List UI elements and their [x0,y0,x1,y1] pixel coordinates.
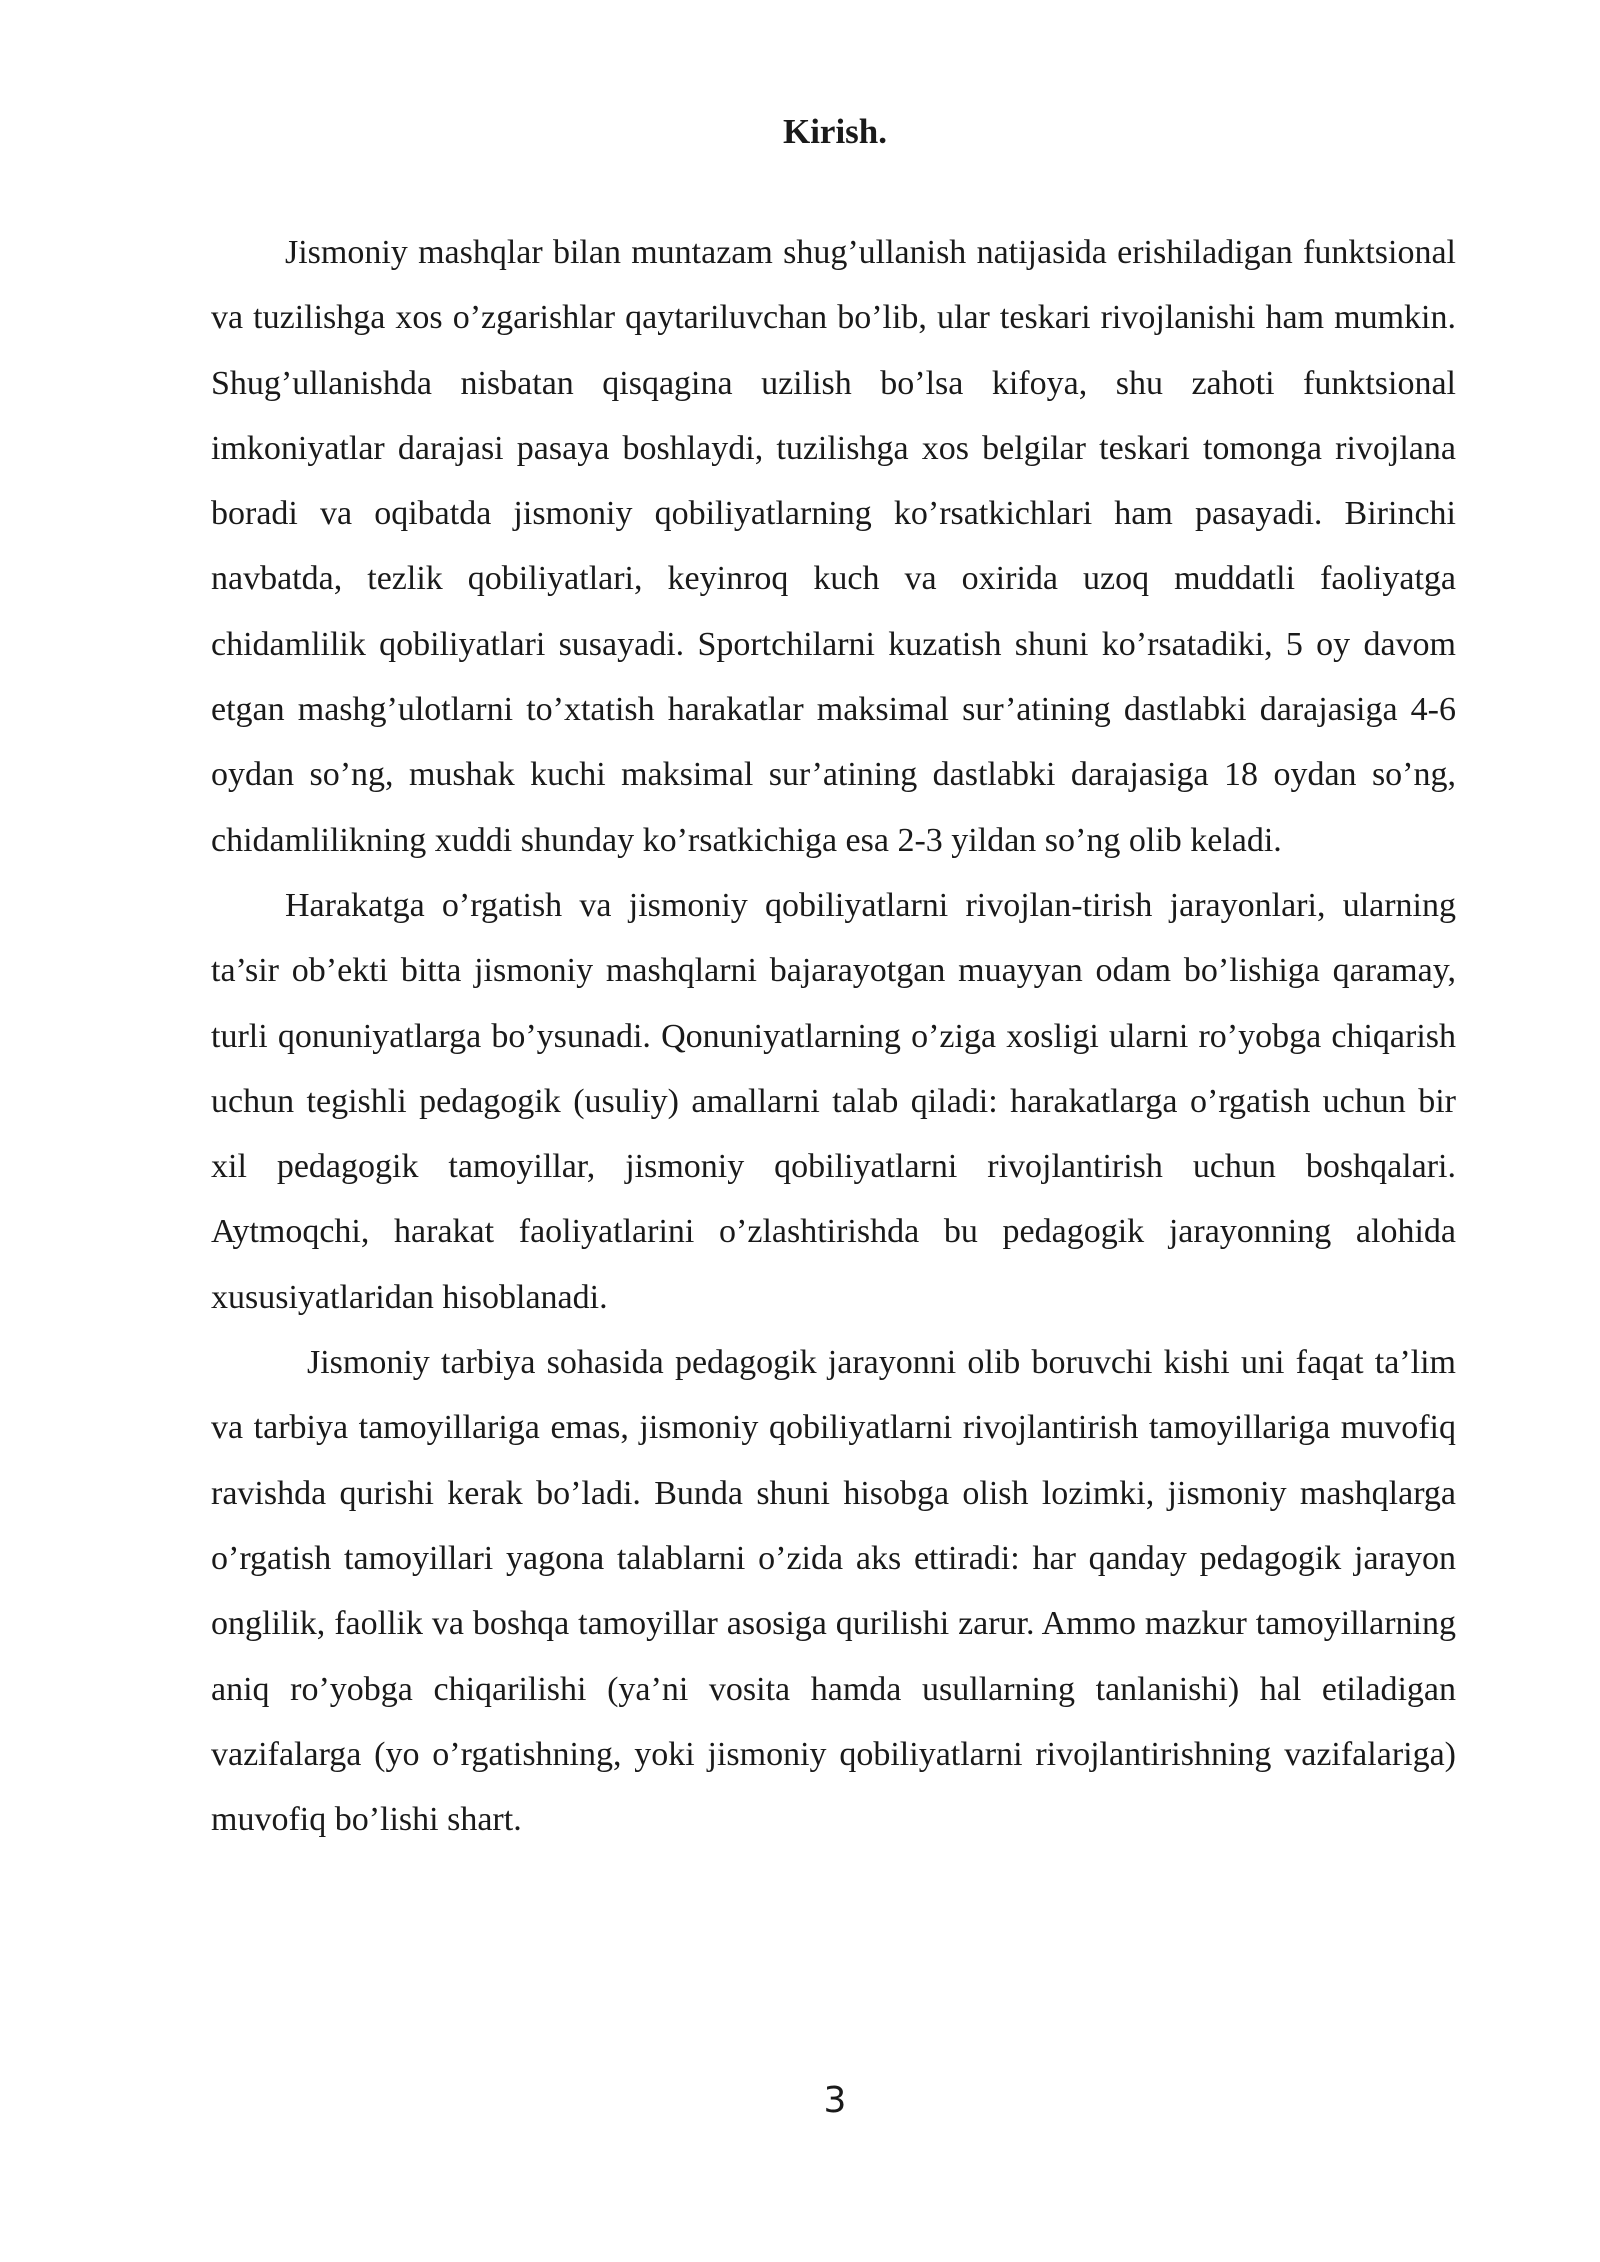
document-body [211,220,1456,1852]
paragraph-1: Jismoniy mashqlar bilan muntazam shug’ullanish natijasida erishiladigan funktsional va tuzilishga xos o’zgarishlar qaytariluvchan bo’lib, ular teskari rivojlanishi ham mumkin. Shug’ullanishda nisbatan qisqagina uzilish bo’lsa kifoya, shu zahoti funktsional imkoniyatlar darajasi pasaya boshlaydi, tuzilishga xos belgilar teskari tomonga rivojlana boradi va oqibatda jismoniy qobiliyatlarning ko’rsatkichlari ham pasayadi. Birinchi navbatda, tezlik qobiliyatlari, keyinroq kuch va oxirida uzoq muddatli faoliyatga chidamlilik qobiliyatlari susayadi. Sportchilarni kuzatish shuni ko’rsatadiki, 5 oy davom etgan mashg’ulotlarni to’xtatish harakatlar maksimal sur’atining dastlabki darajasiga 4-6 oydan so’ng, mushak kuchi maksimal sur’atining dastlabki darajasiga 18 oydan so’ng, chidamlilikning xuddi shunday ko’rsatkichiga esa 2-3 yildan so’ng olib keladi. [211,234,1456,859]
paragraph-3: Jismoniy tarbiya sohasida pedagogik jarayonni olib boruvchi kishi uni faqat ta’lim va tarbiya tamoyillariga emas, jismoniy qobiliyatlarni rivojlantirish tamoyillariga muvofiq ravishda qurishi kerak bo’ladi. Bunda shuni hisobga olish lozimki, jismoniy mashqlarga o’rgatish tamoyillari yagona talablarni o’zida aks ettiradi: har qanday pedagogik jarayon onglilik, faollik va boshqa tamoyillar asosiga qurilishi zarur. Ammo mazkur tamoyillarning aniq ro’yobga chiqarilishi (ya’ni vosita hamda usullarning tanlanishi) hal etiladigan vazifalarga (yo o’rgatishning, yoki jismoniy qobiliyatlarni rivojlantirishning vazifalariga) muvofiq bo’lishi shart. [211,1344,1456,1839]
page-title: Kirish. [782,112,888,151]
page-number: 3 [823,2080,847,2121]
paragraph-2: Harakatga o’rgatish va jismoniy qobiliyatlarni rivojlan-tirish jarayonlari, ularning ta’sir ob’ekti bitta jismoniy mashqlarni bajarayotgan muayyan odam bo’lishiga qaramay, turli qonuniyatlarga bo’ysunadi. Qonuniyatlarning o’ziga xosligi ularni ro’yobga chiqarish uchun tegishli pedagogik (usuliy) amallarni talab qiladi: harakatlarga o’rgatish uchun bir xil pedagogik tamoyillar, jismoniy qobiliyatlarni rivojlantirish uchun boshqalari. Aytmoqchi, harakat faoliyatlarini o’zlashtirishda bu pedagogik jarayonning alohida xususiyatlaridan hisoblanadi. [211,886,1456,1316]
